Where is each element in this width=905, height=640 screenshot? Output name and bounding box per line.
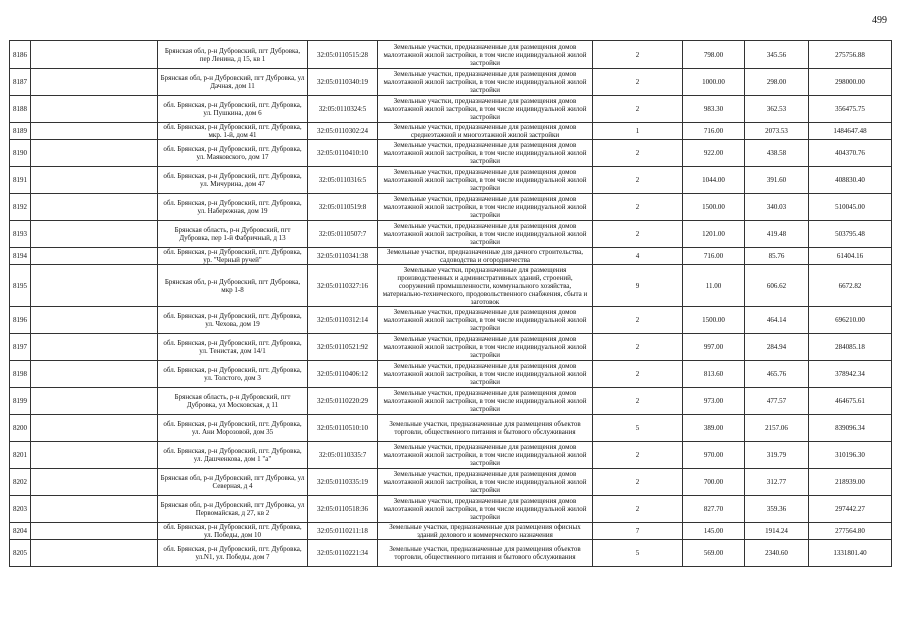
cadastral-number-cell: 32:05:0110521:92 [308,334,378,361]
table-row [10,221,892,248]
group-cell: 2 [593,167,683,194]
land-use-cell: Земельные участки, предназначенные для размещения домов среднеэтажной и многоэтажной жилой застройки [378,123,593,140]
table-row [10,361,892,388]
row-number: 8189 [10,123,31,140]
area-cell: 145.00 [683,523,745,540]
group-cell: 2 [593,334,683,361]
row-number: 8201 [10,442,31,469]
group-cell: 2 [593,221,683,248]
table-row [10,123,892,140]
area-cell: 973.00 [683,388,745,415]
area-cell: 997.00 [683,334,745,361]
row-number: 8204 [10,523,31,540]
cadastral-number-cell: 32:05:0110519:8 [308,194,378,221]
cadastral-value-cell: 839096.34 [809,415,892,442]
empty-cell [31,140,158,167]
group-cell: 2 [593,469,683,496]
land-use-cell: Земельные участки, предназначенные для размещения домов малоэтажной жилой застройки, в том числе индивидуальной жилой застройки [378,334,593,361]
table-row [10,167,892,194]
group-cell: 7 [593,523,683,540]
row-number: 8187 [10,69,31,96]
land-use-cell: Земельные участки, предназначенные для размещения домов малоэтажной жилой застройки, в том числе индивидуальной жилой застройки [378,194,593,221]
cadastral-number-cell: 32:05:0110510:10 [308,415,378,442]
empty-cell [31,334,158,361]
group-cell: 4 [593,248,683,265]
land-use-cell: Земельные участки, предназначенные для размещения домов малоэтажной жилой застройки, в том числе индивидуальной жилой застройки [378,388,593,415]
address-cell: обл. Брянская, р-н Дубровский, пгт. Дубровка, ул. Победы, дом 10 [158,523,308,540]
area-cell: 813.60 [683,361,745,388]
row-number: 8197 [10,334,31,361]
row-number: 8188 [10,96,31,123]
table-row [10,469,892,496]
cadastral-number-cell: 32:05:0110302:24 [308,123,378,140]
cadastral-value-cell: 298000.00 [809,69,892,96]
cadastral-value-cell: 408830.40 [809,167,892,194]
rate-cell: 2073.53 [745,123,809,140]
empty-cell [31,523,158,540]
rate-cell: 340.03 [745,194,809,221]
cadastral-value-cell: 464675.61 [809,388,892,415]
cadastral-value-cell: 696210.00 [809,307,892,334]
area-cell: 700.00 [683,469,745,496]
address-cell: обл. Брянская, р-н Дубровский, пгт. Дубровка, ул.N1, ул. Победы, дом 7 [158,540,308,567]
area-cell: 970.00 [683,442,745,469]
address-cell: Брянская обл, р-н Дубровский, пгт Дубровка, ул Дачная, дом 11 [158,69,308,96]
land-use-cell: Земельные участки, предназначенные для размещения домов малоэтажной жилой застройки, в том числе индивидуальной жилой застройки [378,496,593,523]
area-cell: 1500.00 [683,307,745,334]
empty-cell [31,540,158,567]
address-cell: обл. Брянская, р-н Дубровский, пгт. Дубровка, ул. Набережная, дом 19 [158,194,308,221]
group-cell: 2 [593,69,683,96]
rate-cell: 362.53 [745,96,809,123]
table-row [10,388,892,415]
land-use-cell: Земельные участки, предназначенные для размещения домов малоэтажной жилой застройки, в том числе индивидуальной жилой застройки [378,140,593,167]
table-row [10,96,892,123]
area-cell: 798.00 [683,41,745,69]
group-cell: 5 [593,540,683,567]
empty-cell [31,41,158,69]
cadastral-number-cell: 32:05:0110341:38 [308,248,378,265]
table-row [10,69,892,96]
land-use-cell: Земельные участки, предназначенные для размещения объектов торговли, общественного питания и бытового обслуживания [378,415,593,442]
table-body [10,41,892,567]
empty-cell [31,361,158,388]
cadastral-value-cell: 1484647.48 [809,123,892,140]
group-cell: 9 [593,265,683,307]
cadastral-value-cell: 6672.82 [809,265,892,307]
area-cell: 716.00 [683,123,745,140]
row-number: 8198 [10,361,31,388]
rate-cell: 359.36 [745,496,809,523]
cadastral-value-cell: 310196.30 [809,442,892,469]
group-cell: 2 [593,96,683,123]
page-number: 499 [872,15,887,26]
empty-cell [31,415,158,442]
table-row [10,140,892,167]
address-cell: обл. Брянская, р-н Дубровский, пгт. Дубровка, ул. Мичурина, дом 47 [158,167,308,194]
row-number: 8192 [10,194,31,221]
table-row [10,523,892,540]
area-cell: 922.00 [683,140,745,167]
area-cell: 1500.00 [683,194,745,221]
group-cell: 2 [593,41,683,69]
land-use-cell: Земельные участки, предназначенные для размещения домов малоэтажной жилой застройки, в том числе индивидуальной жилой застройки [378,96,593,123]
empty-cell [31,388,158,415]
cadastral-value-cell: 297442.27 [809,496,892,523]
cadastral-number-cell: 32:05:0110312:14 [308,307,378,334]
group-cell: 2 [593,194,683,221]
cadastral-value-cell: 503795.48 [809,221,892,248]
cadastral-value-table [9,40,892,567]
empty-cell [31,248,158,265]
rate-cell: 438.58 [745,140,809,167]
rate-cell: 465.76 [745,361,809,388]
rate-cell: 2157.06 [745,415,809,442]
group-cell: 2 [593,496,683,523]
address-cell: обл. Брянская, р-н Дубровский, пгт. Дубровка, ул. Маяковского, дом 17 [158,140,308,167]
land-use-cell: Земельные участки, предназначенные для размещения домов малоэтажной жилой застройки, в том числе индивидуальной жилой застройки [378,469,593,496]
address-cell: обл. Брянская, р-н Дубровский, пгт. Дубровка, ул. Дашченкова, дом 1 "а" [158,442,308,469]
rate-cell: 312.77 [745,469,809,496]
cadastral-value-cell: 1331801.40 [809,540,892,567]
land-use-cell: Земельные участки, предназначенные для размещения объектов торговли, общественного питания и бытового обслуживания [378,540,593,567]
rate-cell: 464.14 [745,307,809,334]
group-cell: 2 [593,361,683,388]
cadastral-number-cell: 32:05:0110324:5 [308,96,378,123]
address-cell: Брянская обл, р-н Дубровский, пгт Дубровка, мкр 1-8 [158,265,308,307]
cadastral-value-cell: 404370.76 [809,140,892,167]
address-cell: Брянская область, р-н Дубровский, пгт Дубровка, ул Московская, д 11 [158,388,308,415]
cadastral-number-cell: 32:05:0110406:12 [308,361,378,388]
empty-cell [31,265,158,307]
address-cell: обл. Брянская, р-н Дубровский, пгт. Дубровка, ул. Пушкина, дом 6 [158,96,308,123]
land-use-cell: Земельные участки, предназначенные для размещения домов малоэтажной жилой застройки, в том числе индивидуальной жилой застройки [378,167,593,194]
area-cell: 569.00 [683,540,745,567]
rate-cell: 345.56 [745,41,809,69]
cadastral-number-cell: 32:05:0110221:34 [308,540,378,567]
cadastral-number-cell: 32:05:0110327:16 [308,265,378,307]
cadastral-value-cell: 378942.34 [809,361,892,388]
address-cell: обл. Брянская, р-н Дубровский, пгт. Дубровка, ул. Ани Морозовой, дом 35 [158,415,308,442]
cadastral-value-cell: 275756.88 [809,41,892,69]
empty-cell [31,123,158,140]
rate-cell: 1914.24 [745,523,809,540]
address-cell: обл. Брянская, р-н Дубровский, пгт. Дубровка, ул. Толстого, дом 3 [158,361,308,388]
area-cell: 11.00 [683,265,745,307]
cadastral-number-cell: 32:05:0110507:7 [308,221,378,248]
empty-cell [31,194,158,221]
address-cell: Брянская обл, р-н Дубровский, пгт Дубровка, ул Первомайская, д 27, кв 2 [158,496,308,523]
table-row [10,194,892,221]
rate-cell: 298.00 [745,69,809,96]
row-number: 8203 [10,496,31,523]
empty-cell [31,442,158,469]
area-cell: 1000.00 [683,69,745,96]
table-row [10,248,892,265]
row-number: 8195 [10,265,31,307]
rate-cell: 606.62 [745,265,809,307]
table-row [10,415,892,442]
cadastral-number-cell: 32:05:0110316:5 [308,167,378,194]
rate-cell: 419.48 [745,221,809,248]
empty-cell [31,307,158,334]
table-row [10,265,892,307]
cadastral-number-cell: 32:05:0110410:10 [308,140,378,167]
cadastral-number-cell: 32:05:0110220:29 [308,388,378,415]
address-cell: Брянская область, р-н Дубровский, пгт Дубровка, пер 1-й Фабричный, д 13 [158,221,308,248]
empty-cell [31,469,158,496]
cadastral-number-cell: 32:05:0110515:28 [308,41,378,69]
row-number: 8190 [10,140,31,167]
cadastral-value-cell: 218939.00 [809,469,892,496]
cadastral-value-cell: 277564.80 [809,523,892,540]
address-cell: обл. Брянская, р-н Дубровский, пгт. Дубровка, ур. "Черный ручей" [158,248,308,265]
cadastral-value-cell: 61404.16 [809,248,892,265]
empty-cell [31,167,158,194]
empty-cell [31,69,158,96]
row-number: 8200 [10,415,31,442]
row-number: 8194 [10,248,31,265]
area-cell: 1044.00 [683,167,745,194]
area-cell: 983.30 [683,96,745,123]
row-number: 8186 [10,41,31,69]
cadastral-value-cell: 356475.75 [809,96,892,123]
land-use-cell: Земельные участки, предназначенные для размещения домов малоэтажной жилой застройки, в том числе индивидуальной жилой застройки [378,361,593,388]
table-row [10,496,892,523]
row-number: 8199 [10,388,31,415]
table-row [10,41,892,69]
land-use-cell: Земельные участки, предназначенные для размещения производственных и административных зданий, строений, сооружений промышленности, коммунального хозяйства, материально-технического, продовольственного снабжения, сбыта и заготовок [378,265,593,307]
address-cell: Брянская обл, р-н Дубровский, пгт Дубровка, пер Ленина, д 15, кв 1 [158,41,308,69]
land-use-cell: Земельные участки, предназначенные для размещения домов малоэтажной жилой застройки, в том числе индивидуальной жилой застройки [378,41,593,69]
table-row [10,307,892,334]
land-use-cell: Земельные участки, предназначенные для размещения домов малоэтажной жилой застройки, в том числе индивидуальной жилой застройки [378,307,593,334]
area-cell: 827.70 [683,496,745,523]
land-use-cell: Земельные участки, предназначенные для размещения домов малоэтажной жилой застройки, в том числе индивидуальной жилой застройки [378,69,593,96]
rate-cell: 85.76 [745,248,809,265]
cadastral-number-cell: 32:05:0110335:19 [308,469,378,496]
row-number: 8205 [10,540,31,567]
group-cell: 2 [593,140,683,167]
cadastral-number-cell: 32:05:0110335:7 [308,442,378,469]
group-cell: 2 [593,307,683,334]
area-cell: 389.00 [683,415,745,442]
rate-cell: 2340.60 [745,540,809,567]
table-row [10,442,892,469]
rate-cell: 477.57 [745,388,809,415]
empty-cell [31,221,158,248]
cadastral-value-cell: 284085.18 [809,334,892,361]
land-use-cell: Земельные участки, предназначенные для дачного строительства, садоводства и огородничества [378,248,593,265]
cadastral-number-cell: 32:05:0110211:18 [308,523,378,540]
group-cell: 2 [593,442,683,469]
address-cell: обл. Брянская, р-н Дубровский, пгт. Дубровка, ул. Чехова, дом 19 [158,307,308,334]
group-cell: 5 [593,415,683,442]
area-cell: 716.00 [683,248,745,265]
cadastral-number-cell: 32:05:0110518:36 [308,496,378,523]
row-number: 8193 [10,221,31,248]
empty-cell [31,496,158,523]
group-cell: 2 [593,388,683,415]
address-cell: обл. Брянская, р-н Дубровский, пгт. Дубровка, ул. Тенистая, дом 14/1 [158,334,308,361]
rate-cell: 391.60 [745,167,809,194]
table-row [10,540,892,567]
row-number: 8196 [10,307,31,334]
rate-cell: 319.79 [745,442,809,469]
row-number: 8191 [10,167,31,194]
area-cell: 1201.00 [683,221,745,248]
address-cell: Брянская обл, р-н Дубровский, пгт Дубровка, ул Северная, д 4 [158,469,308,496]
group-cell: 1 [593,123,683,140]
rate-cell: 284.94 [745,334,809,361]
table-row [10,334,892,361]
land-use-cell: Земельные участки, предназначенные для размещения домов малоэтажной жилой застройки, в том числе индивидуальной жилой застройки [378,442,593,469]
land-use-cell: Земельные участки, предназначенные для размещения офисных зданий делового и коммерческого назначения [378,523,593,540]
cadastral-number-cell: 32:05:0110340:19 [308,69,378,96]
row-number: 8202 [10,469,31,496]
address-cell: обл. Брянская, р-н Дубровский, пгт. Дубровка, мкр. 1-й, дом 41 [158,123,308,140]
cadastral-value-cell: 510045.00 [809,194,892,221]
land-use-cell: Земельные участки, предназначенные для размещения домов малоэтажной жилой застройки, в том числе индивидуальной жилой застройки [378,221,593,248]
empty-cell [31,96,158,123]
